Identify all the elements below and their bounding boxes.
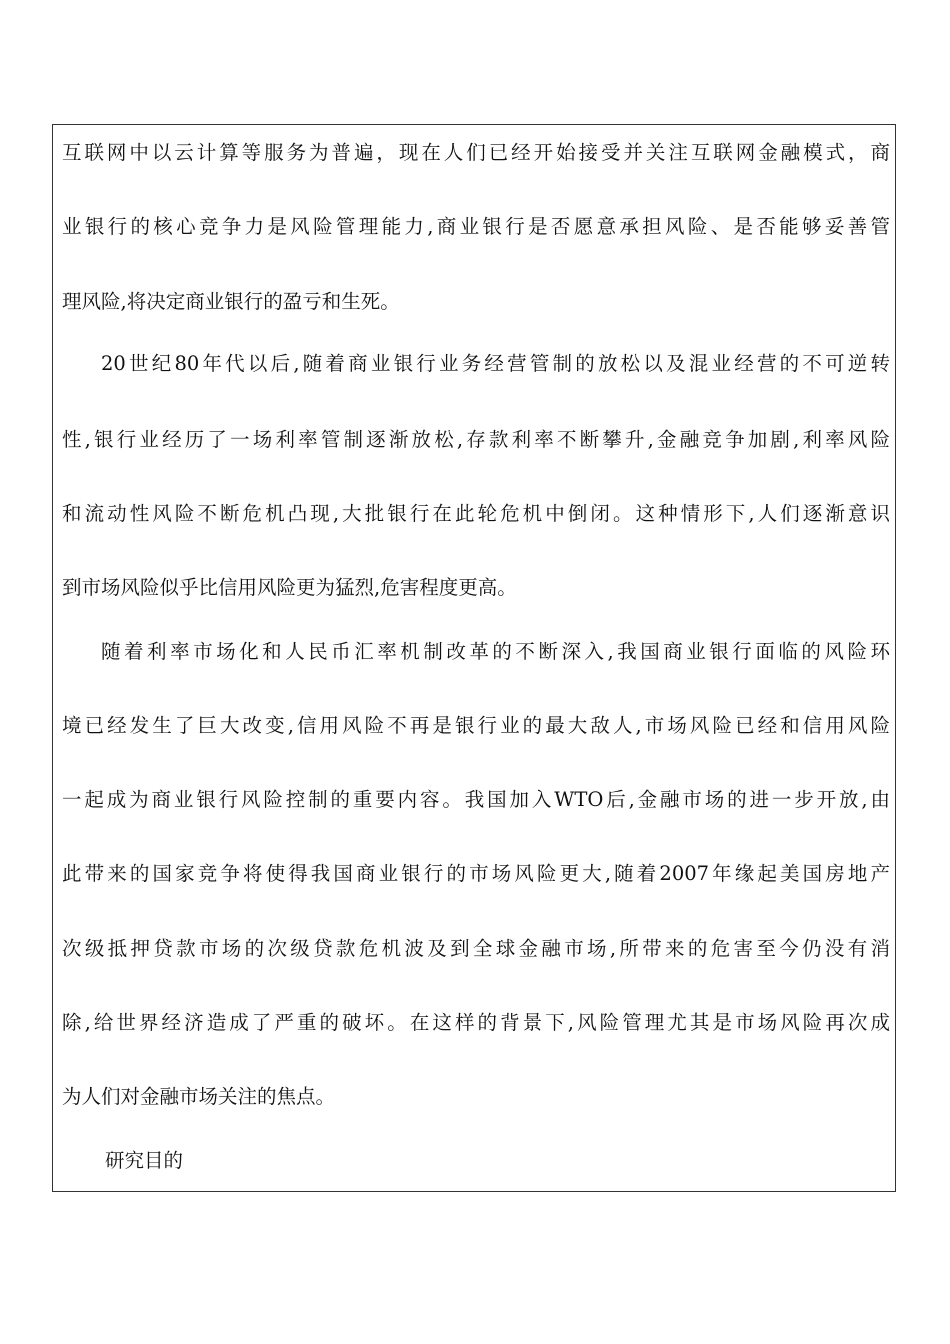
paragraph-3-line-1: 随着利率市场化和人民币汇率机制改革的不断深入,我国商业银行面临的风险环: [101, 640, 890, 663]
paragraph-3-line-2: 境已经发生了巨大改变,信用风险不再是银行业的最大敌人,市场风险已经和信用风险: [62, 714, 890, 737]
section-heading: 研究目的: [105, 1149, 184, 1172]
paragraph-2-line-3: 和流动性风险不断危机凸现,大批银行在此轮危机中倒闭。这种情形下,人们逐渐意识: [62, 502, 890, 525]
paragraph-1-line-3: 理风险,将决定商业银行的盈亏和生死。: [62, 290, 400, 313]
paragraph-1-line-1: 互联网中以云计算等服务为普遍，现在人们已经开始接受并关注互联网金融模式，商: [62, 141, 890, 164]
paragraph-3-line-6: 除,给世界经济造成了严重的破坏。在这样的背景下,风险管理尤其是市场风险再次成: [62, 1011, 890, 1034]
paragraph-2-line-2: 性,银行业经历了一场利率管制逐渐放松,存款利率不断攀升,金融竞争加剧,利率风险: [62, 428, 890, 451]
paragraph-3-line-4: 此带来的国家竞争将使得我国商业银行的市场风险更大,随着2007年缘起美国房地产: [62, 862, 890, 885]
paragraph-3-line-3: 一起成为商业银行风险控制的重要内容。我国加入WTO后,金融市场的进一步开放,由: [62, 788, 890, 811]
paragraph-1-line-2: 业银行的核心竞争力是风险管理能力,商业银行是否愿意承担风险、是否能够妥善管: [62, 215, 890, 238]
paragraph-3-line-5: 次级抵押贷款市场的次级贷款危机波及到全球金融市场,所带来的危害至今仍没有消: [62, 937, 890, 960]
paragraph-2-line-4: 到市场风险似乎比信用风险更为猛烈,危害程度更高。: [62, 576, 517, 599]
paragraph-2-line-1: 20世纪80年代以后,随着商业银行业务经营管制的放松以及混业经营的不可逆转: [101, 352, 890, 375]
paragraph-3-line-7: 为人们对金融市场关注的焦点。: [62, 1085, 336, 1108]
